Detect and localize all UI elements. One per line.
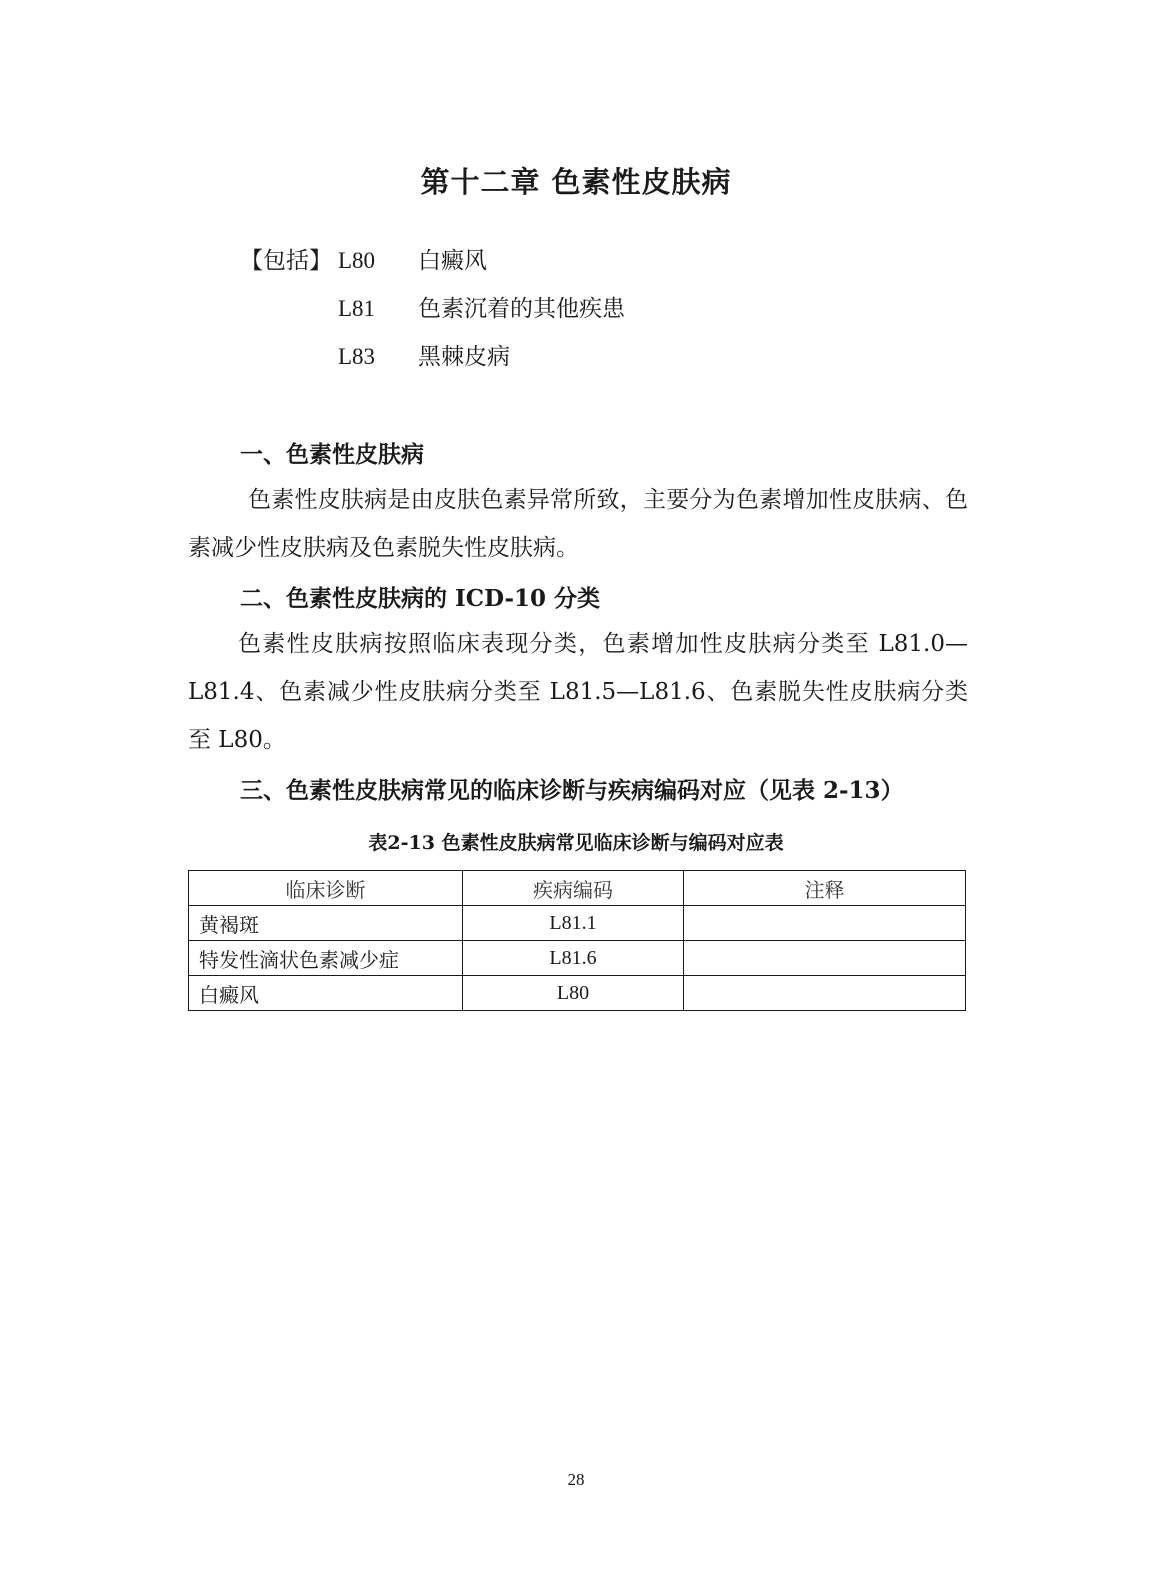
cell-note <box>684 941 966 976</box>
section-heading-2: 二、色素性皮肤病的 ICD-10 分类 <box>240 585 601 612</box>
cell-note <box>684 976 966 1011</box>
section-body-1: 色素性皮肤病是由皮肤色素异常所致，主要分为色素增加性皮肤病、色素减少性皮肤病及色素脱失性皮肤病。 <box>188 487 968 561</box>
cell-code: L80 <box>463 976 684 1011</box>
section-body-2: 色素性皮肤病按照临床表现分类，色素增加性皮肤病分类至 L81.0—L81.4、色素减少性皮肤病分类至 L81.5—L81.6、色素脱失性皮肤病分类至 L80。 <box>188 631 968 753</box>
include-name: 色素沉着的其他疾患 <box>418 296 625 322</box>
includes-label: 【包括】 <box>240 248 332 274</box>
include-name: 黑棘皮病 <box>418 344 510 370</box>
table-row <box>189 941 966 976</box>
chapter-title: 第十二章 色素性皮肤病 <box>420 165 732 199</box>
cell-diagnosis: 白癜风 <box>189 976 463 1011</box>
cell-diagnosis: 黄褐斑 <box>189 906 463 941</box>
include-item <box>240 244 625 292</box>
include-name: 白癜风 <box>418 248 487 274</box>
header-code: 疾病编码 <box>463 871 684 906</box>
include-item <box>240 292 625 340</box>
includes-list <box>240 244 625 388</box>
cell-note <box>684 906 966 941</box>
table-header-row <box>189 871 966 906</box>
table-row <box>189 976 966 1011</box>
cell-code: L81.1 <box>463 906 684 941</box>
table-row <box>189 906 966 941</box>
header-diagnosis: 临床诊断 <box>189 871 463 906</box>
include-item <box>240 340 625 388</box>
include-code: L83 <box>338 344 376 369</box>
include-code: L80 <box>338 248 376 273</box>
include-code: L81 <box>338 296 376 321</box>
diagnosis-code-table <box>188 870 966 1011</box>
cell-code: L81.6 <box>463 941 684 976</box>
header-note: 注释 <box>684 871 966 906</box>
table-caption: 表2-13 色素性皮肤病常见临床诊断与编码对应表 <box>368 832 784 854</box>
page-number: 28 <box>567 1470 585 1489</box>
cell-diagnosis: 特发性滴状色素减少症 <box>189 941 463 976</box>
section-heading-3: 三、色素性皮肤病常见的临床诊断与疾病编码对应（见表 2-13） <box>240 777 904 804</box>
section-heading-1: 一、色素性皮肤病 <box>240 441 424 468</box>
